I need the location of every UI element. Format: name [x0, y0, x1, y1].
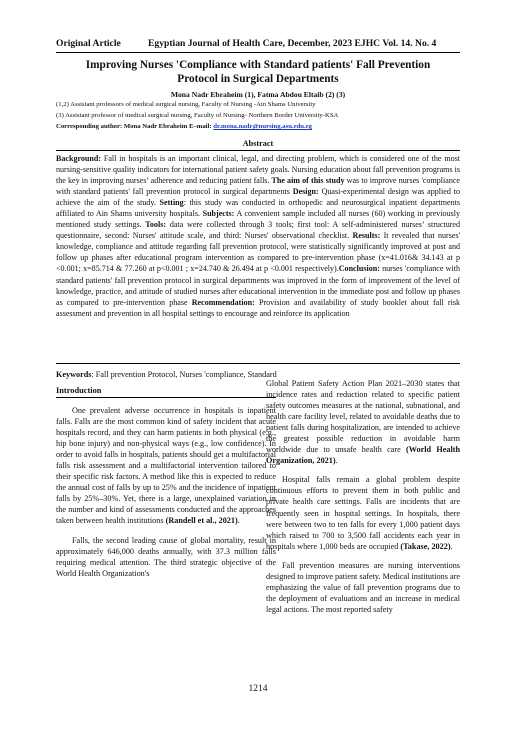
- affiliation-2: (3) Assistant professor of medical surgical nursing, Faculty of Nursing- Northern Border University-KSA: [56, 112, 339, 119]
- title-line-1: Improving Nurses 'Compliance with Standard patients' Fall Prevention: [85, 59, 431, 71]
- left-column: [56, 405, 276, 673]
- design-label: Design:: [289, 187, 319, 197]
- right-column: [266, 378, 460, 673]
- email-link[interactable]: dr.mona.nadr@nursing.asu.edu.eg: [213, 123, 312, 130]
- introduction-heading: Introduction: [56, 386, 276, 398]
- paragraph-text: Hospital falls remain a global problem despite continuous efforts to prevent them in both public and private health care settings. Falls are incidents that are frequently seen in hospital settings. In hospitals, there were between two to ten falls for every 1,000 patient days which raised to 700 to 3,500 fall accidents each year in hospitals where 1,000 beds are occupied: [266, 475, 460, 551]
- recommendation-text: Provision and availability of study booklet about fall risk assessment and prevention in all hospital settings to encourage and reinforce its application: [56, 297, 460, 318]
- citation: (World Health Organization, 2021): [266, 445, 460, 466]
- conclusion-text: nurses 'compliance with standard patients' fall prevention protocol in surgical departments was improved in the form of improvement of the level of knowledge, practice, and attitude of studied nurses after educational intervention in the immediate post and follow up phases as compared to pre-intervention phase: [56, 264, 460, 307]
- abstract-heading: Abstract: [56, 139, 460, 151]
- paragraph-text: Global Patient Safety Action Plan 2021–2030 states that incidence rates and reduction related to specific patient safety outcomes measures at the national, subnational, and health care facility level, related to avoidable deaths due to patient falls during hospitalization, are intended to achieve the greatest possible reduction in avoidable harm worldwide due to unsafe health care: [266, 379, 460, 455]
- abstract-body: [56, 153, 460, 364]
- subjects-text: A convenient sample included all nurses (60) working in previously mentioned study settings.: [56, 209, 460, 230]
- setting-text: : this study was conducted in orthopedic and neurosurgical inpatient departments affiliated to Ain Shams university hospitals.: [56, 198, 460, 219]
- paragraph: Falls, the second leading cause of global mortality, result in approximately 646,000 deaths annually, with 37.3 million falls requiring medical attention. The third strategic objective of the World Health Organization's: [56, 535, 276, 578]
- background-text: Fall in hospitals is an important clinical, legal, and directing problem, which is considered one of the most nursing-sensitive quality indicators for international patient safety goals. Nursing education about fall prevention programs is the key in improving nurses’ adherence and reducing patient falls.: [56, 154, 460, 186]
- results-label: Results:: [349, 231, 381, 241]
- title-line-2: Protocol in Surgical Departments: [177, 73, 339, 85]
- running-header: [56, 38, 460, 53]
- tools-text: data were collected through 3 tools; first tool: A self-administered nurses’ structured questionnaire, second: Nurses' attitude scale, and third: Nurses' observational checklist.: [56, 220, 460, 241]
- citation: (Takase, 2022): [400, 541, 451, 551]
- citation: (Randell et al., 2021): [165, 516, 238, 526]
- paragraph: [56, 405, 276, 527]
- article-title: [70, 58, 446, 86]
- design-text: Quasi-experimental design was applied to achieve the aim of the study.: [56, 187, 460, 208]
- corresponding-label: Corresponding author: Mona Nadr Ebraheim E–mail:: [56, 123, 212, 130]
- paragraph: [266, 378, 460, 466]
- corresponding-author: [56, 123, 312, 130]
- punctuation: .: [450, 541, 453, 551]
- tools-label: Tools:: [141, 220, 167, 230]
- keywords-label: Keywords: [56, 370, 92, 379]
- page-number: 1214: [248, 684, 268, 694]
- affiliation-1: (1,2) Assistant professors of medical surgical nursing, Faculty of Nursing -Ain Shams University: [56, 101, 316, 108]
- punctuation: .: [335, 456, 338, 466]
- paragraph-text: One prevalent adverse occurrence in hospitals is inpatient falls. Falls are the most common kind of safety incident that acute hospitals record, and they can harm patients in both physical (e.g., hip bone injury) and non-physical ways (e.g., low confidence). In order to avoid falls in hospitals, patients should get a multifactorial falls risk assessment and a multifactorial intervention tailored to their specific risk factors. A method like this is expected to reduce the annual cost of falls by up to 25% and the incidence of inpatient falls by 25%–30%. Yet, there is a large, unexplained variation in the number and kind of assessments conducted and the approaches taken between health institutions: [56, 406, 276, 526]
- conclusion-label: Conclusion:: [338, 264, 380, 274]
- aim-label: The aim of this study: [269, 176, 345, 186]
- subjects-label: Subjects:: [200, 209, 235, 219]
- recommendation-label: Recommendation:: [187, 297, 255, 307]
- journal-info: Egyptian Journal of Health Care, December, 2023 EJHC Vol. 14. No. 4: [148, 38, 437, 49]
- punctuation: .: [237, 516, 240, 526]
- setting-label: Setting: [155, 198, 184, 208]
- aim-text: was to improve nurses 'compliance with standard patients' fall prevention protocol in surgical departments: [56, 176, 460, 197]
- paragraph: [266, 474, 460, 551]
- keywords: [56, 370, 277, 379]
- article-type: Original Article: [56, 38, 121, 49]
- results-text: It revealed that nurses' knowledge, compliance and attitude regarding fall prevention protocol, were statistically significantly improved at post and follow up phases after educational program intervention as compared to pre-intervention phase (x=41.016& 34.143 at p <0.001; x=85.714 & 77.260 at p<0.001 ; x=24.740 & 26.494 at p <0.001 respectively).: [56, 231, 460, 274]
- authors: Mona Nadr Ebraheim (1), Fatma Abdou Eltaib (2) (3): [170, 90, 346, 99]
- background-label: Background:: [56, 154, 102, 163]
- paragraph: Fall prevention measures are nursing interventions designed to improve patient safety. Medical institutions are emphasizing the value of fall prevention programs due to the deployment of evaluations and an increase in medical legal actions. The most reported safety: [266, 560, 460, 614]
- keywords-text: : Fall prevention Protocol, Nurses 'compliance, Standard: [91, 370, 277, 379]
